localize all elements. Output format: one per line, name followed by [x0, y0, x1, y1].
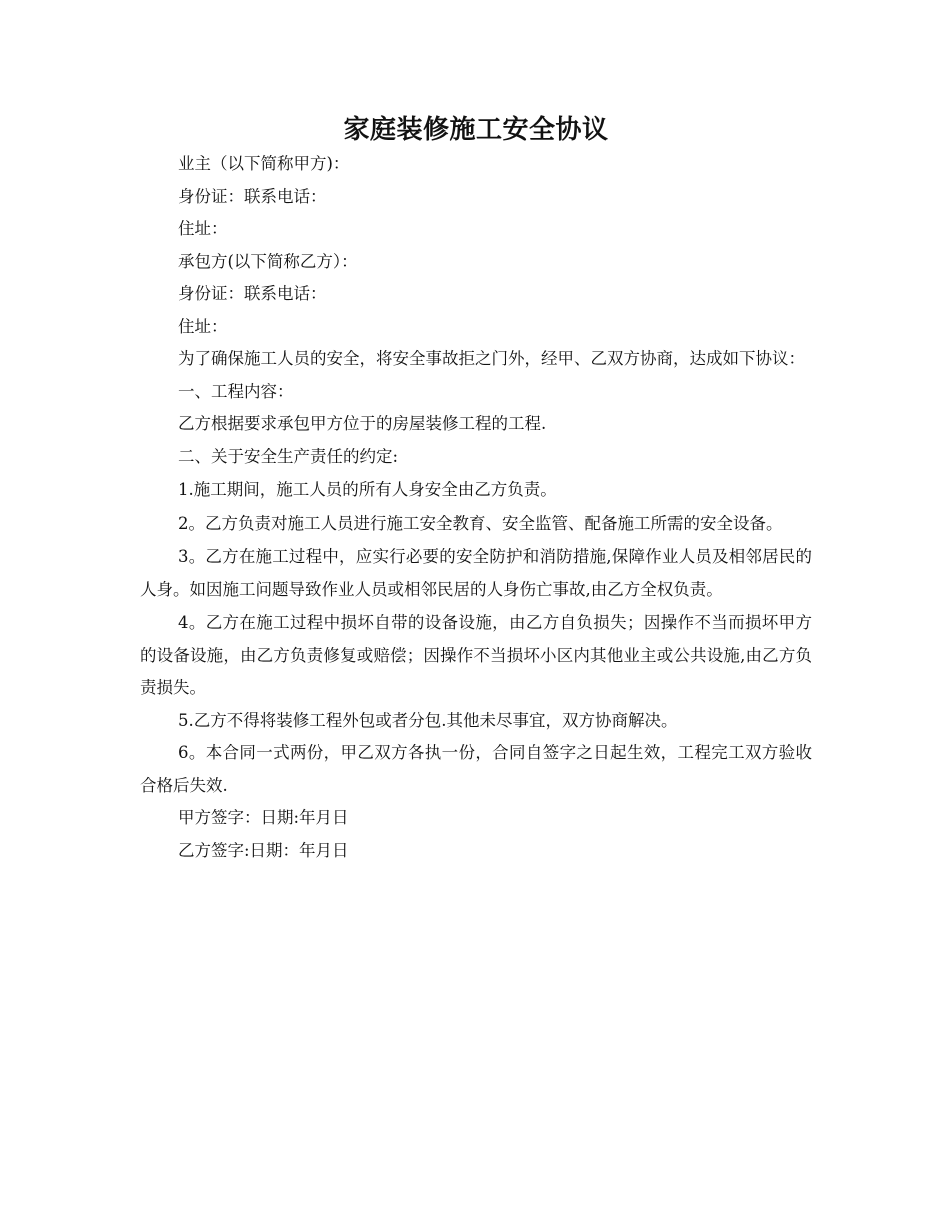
owner-address-line: 住址：	[178, 219, 228, 238]
clause-6: 6。本合同一式两份，甲乙双方各执一份，合同自签字之日起生效，工程完工双方验收合格后失效.	[140, 743, 812, 795]
party-b-signature-line: 乙方签字:日期：年月日	[178, 840, 349, 860]
clause-1: 1.施工期间，施工人员的所有人身安全由乙方负责。	[178, 480, 557, 499]
document-page	[140, 112, 812, 867]
clause-2: 2。乙方负责对施工人员进行施工安全教育、安全监管、配备施工所需的安全设备。	[178, 513, 783, 533]
clause-5: 5.乙方不得将装修工程外包或者分包.其他未尽事宜，双方协商解决。	[178, 710, 678, 730]
preamble-paragraph: 为了确保施工人员的安全，将安全事故拒之门外，经甲、乙双方协商，达成如下协议：	[178, 349, 805, 368]
contractor-id-phone-line: 身份证：联系电话：	[178, 284, 327, 303]
document-title: 家庭装修施工安全协议	[343, 115, 609, 145]
section-heading-safety: 二、关于安全生产责任的约定:	[178, 446, 399, 466]
scope-paragraph: 乙方根据要求承包甲方位于的房屋装修工程的工程.	[178, 414, 547, 433]
party-a-signature-line: 甲方签字：日期:年月日	[178, 808, 349, 827]
contractor-line: 承包方(以下简称乙方）：	[178, 251, 358, 271]
section-heading-scope: 一、工程内容：	[178, 381, 294, 401]
owner-line: 业主（以下简称甲方)：	[178, 154, 350, 173]
contractor-address-line: 住址：	[178, 316, 228, 336]
clause-3: 3。乙方在施工过程中，应实行必要的安全防护和消防措施,保障作业人员及相邻居民的人身。如因施工问题导致作业人员或相邻民居的人身伤亡事故,由乙方全权负责。	[140, 547, 812, 599]
owner-id-phone-line: 身份证：联系电话：	[178, 186, 327, 206]
clause-4: 4。乙方在施工过程中损坏自带的设备设施，由乙方自负损失；因操作不当而损坏甲方的设备设施，由乙方负责修复或赔偿；因操作不当损坏小区内其他业主或公共设施,由乙方负责损失。	[140, 613, 812, 697]
